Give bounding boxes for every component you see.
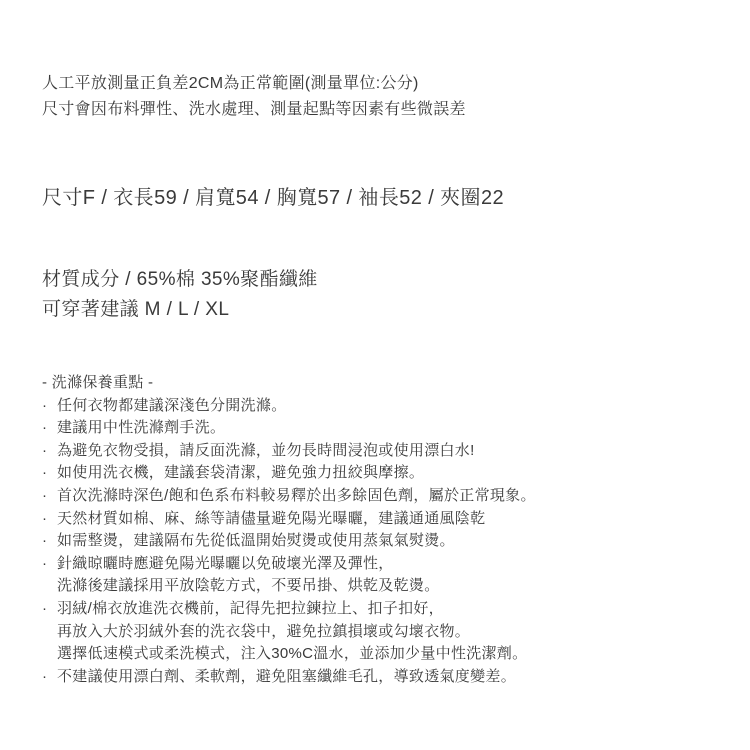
care-item xyxy=(42,508,536,531)
measurement-note-line-1: 人工平放測量正負差2CM為正常範圍(測量單位:公分) xyxy=(42,75,419,92)
measurement-note-line-2: 尺寸會因布料彈性、洗水處理、測量起點等因素有些微誤差 xyxy=(42,101,466,118)
care-item xyxy=(42,440,536,463)
bullet-dot: · xyxy=(42,464,48,482)
care-item-continuation xyxy=(42,575,536,598)
care-item-text: 洗滌後建議採用平放陰乾方式，不要吊掛、烘乾及乾燙。 xyxy=(57,577,440,595)
care-item-text: 再放入大於羽絨外套的洗衣袋中，避免拉鎮損壞或勾壞衣物。 xyxy=(57,622,471,640)
care-item xyxy=(42,462,536,485)
material-composition: 材質成分 / 65%棉 35%聚酯纖維 xyxy=(42,269,318,290)
care-item xyxy=(42,417,536,440)
care-item-text: 不建議使用漂白劑、柔軟劑，避免阻塞纖維毛孔，導致透氣度變差。 xyxy=(57,667,517,685)
care-item-text: 如使用洗衣機，建議套袋清潔，避免強力扭絞與摩擦。 xyxy=(57,464,425,482)
bullet-dot: · xyxy=(42,486,48,504)
bullet-dot: · xyxy=(42,509,48,527)
care-item xyxy=(42,530,536,553)
care-item-text: 針織晾曬時應避免陽光曝曬以免破壞光澤及彈性， xyxy=(57,554,394,572)
care-item-continuation xyxy=(42,643,536,666)
care-list xyxy=(42,395,536,689)
wear-suggestion: 可穿著建議 M / L / XL xyxy=(42,299,230,320)
care-item xyxy=(42,553,536,576)
bullet-dot: · xyxy=(42,599,48,617)
care-heading: - 洗滌保養重點 - xyxy=(42,374,154,391)
care-item-text: 選擇低速模式或柔洗模式，注入30%C溫水，並添加少量中性洗潔劑。 xyxy=(57,645,528,663)
care-item-text: 建議用中性洗滌劑手洗。 xyxy=(57,419,226,437)
care-section xyxy=(42,372,536,688)
care-item xyxy=(42,485,536,508)
size-measurements: 尺寸F / 衣長59 / 肩寬54 / 胸寬57 / 袖長52 / 夾圈22 xyxy=(42,187,504,209)
material-info xyxy=(42,265,318,325)
care-item xyxy=(42,598,536,621)
care-item-text: 羽絨/棉衣放進洗衣機前，記得先把拉鍊拉上、扣子扣好， xyxy=(57,599,444,617)
care-item-text: 任何衣物都建議深淺色分開洗滌。 xyxy=(57,396,287,414)
bullet-dot: · xyxy=(42,667,48,685)
bullet-dot: · xyxy=(42,441,48,459)
measurement-notes xyxy=(42,71,466,123)
care-item xyxy=(42,666,536,689)
bullet-dot: · xyxy=(42,532,48,550)
care-item-text: 如需整燙，建議隔布先從低溫開始熨燙或使用蒸氣氣熨燙。 xyxy=(57,532,455,550)
care-item-text: 首次洗滌時深色/飽和色系布料較易釋於出多餘固色劑，屬於正常現象。 xyxy=(57,486,536,504)
care-item-text: 天然材質如棉、麻、絲等請儘量避免陽光曝曬，建議通通風陰乾 xyxy=(57,509,486,527)
care-item-continuation xyxy=(42,621,536,644)
care-item xyxy=(42,395,536,418)
bullet-dot: · xyxy=(42,396,48,414)
care-item-text: 為避免衣物受損，請反面洗滌，並勿長時間浸泡或使用漂白水! xyxy=(57,441,475,459)
bullet-dot: · xyxy=(42,554,48,572)
bullet-dot: · xyxy=(42,419,48,437)
